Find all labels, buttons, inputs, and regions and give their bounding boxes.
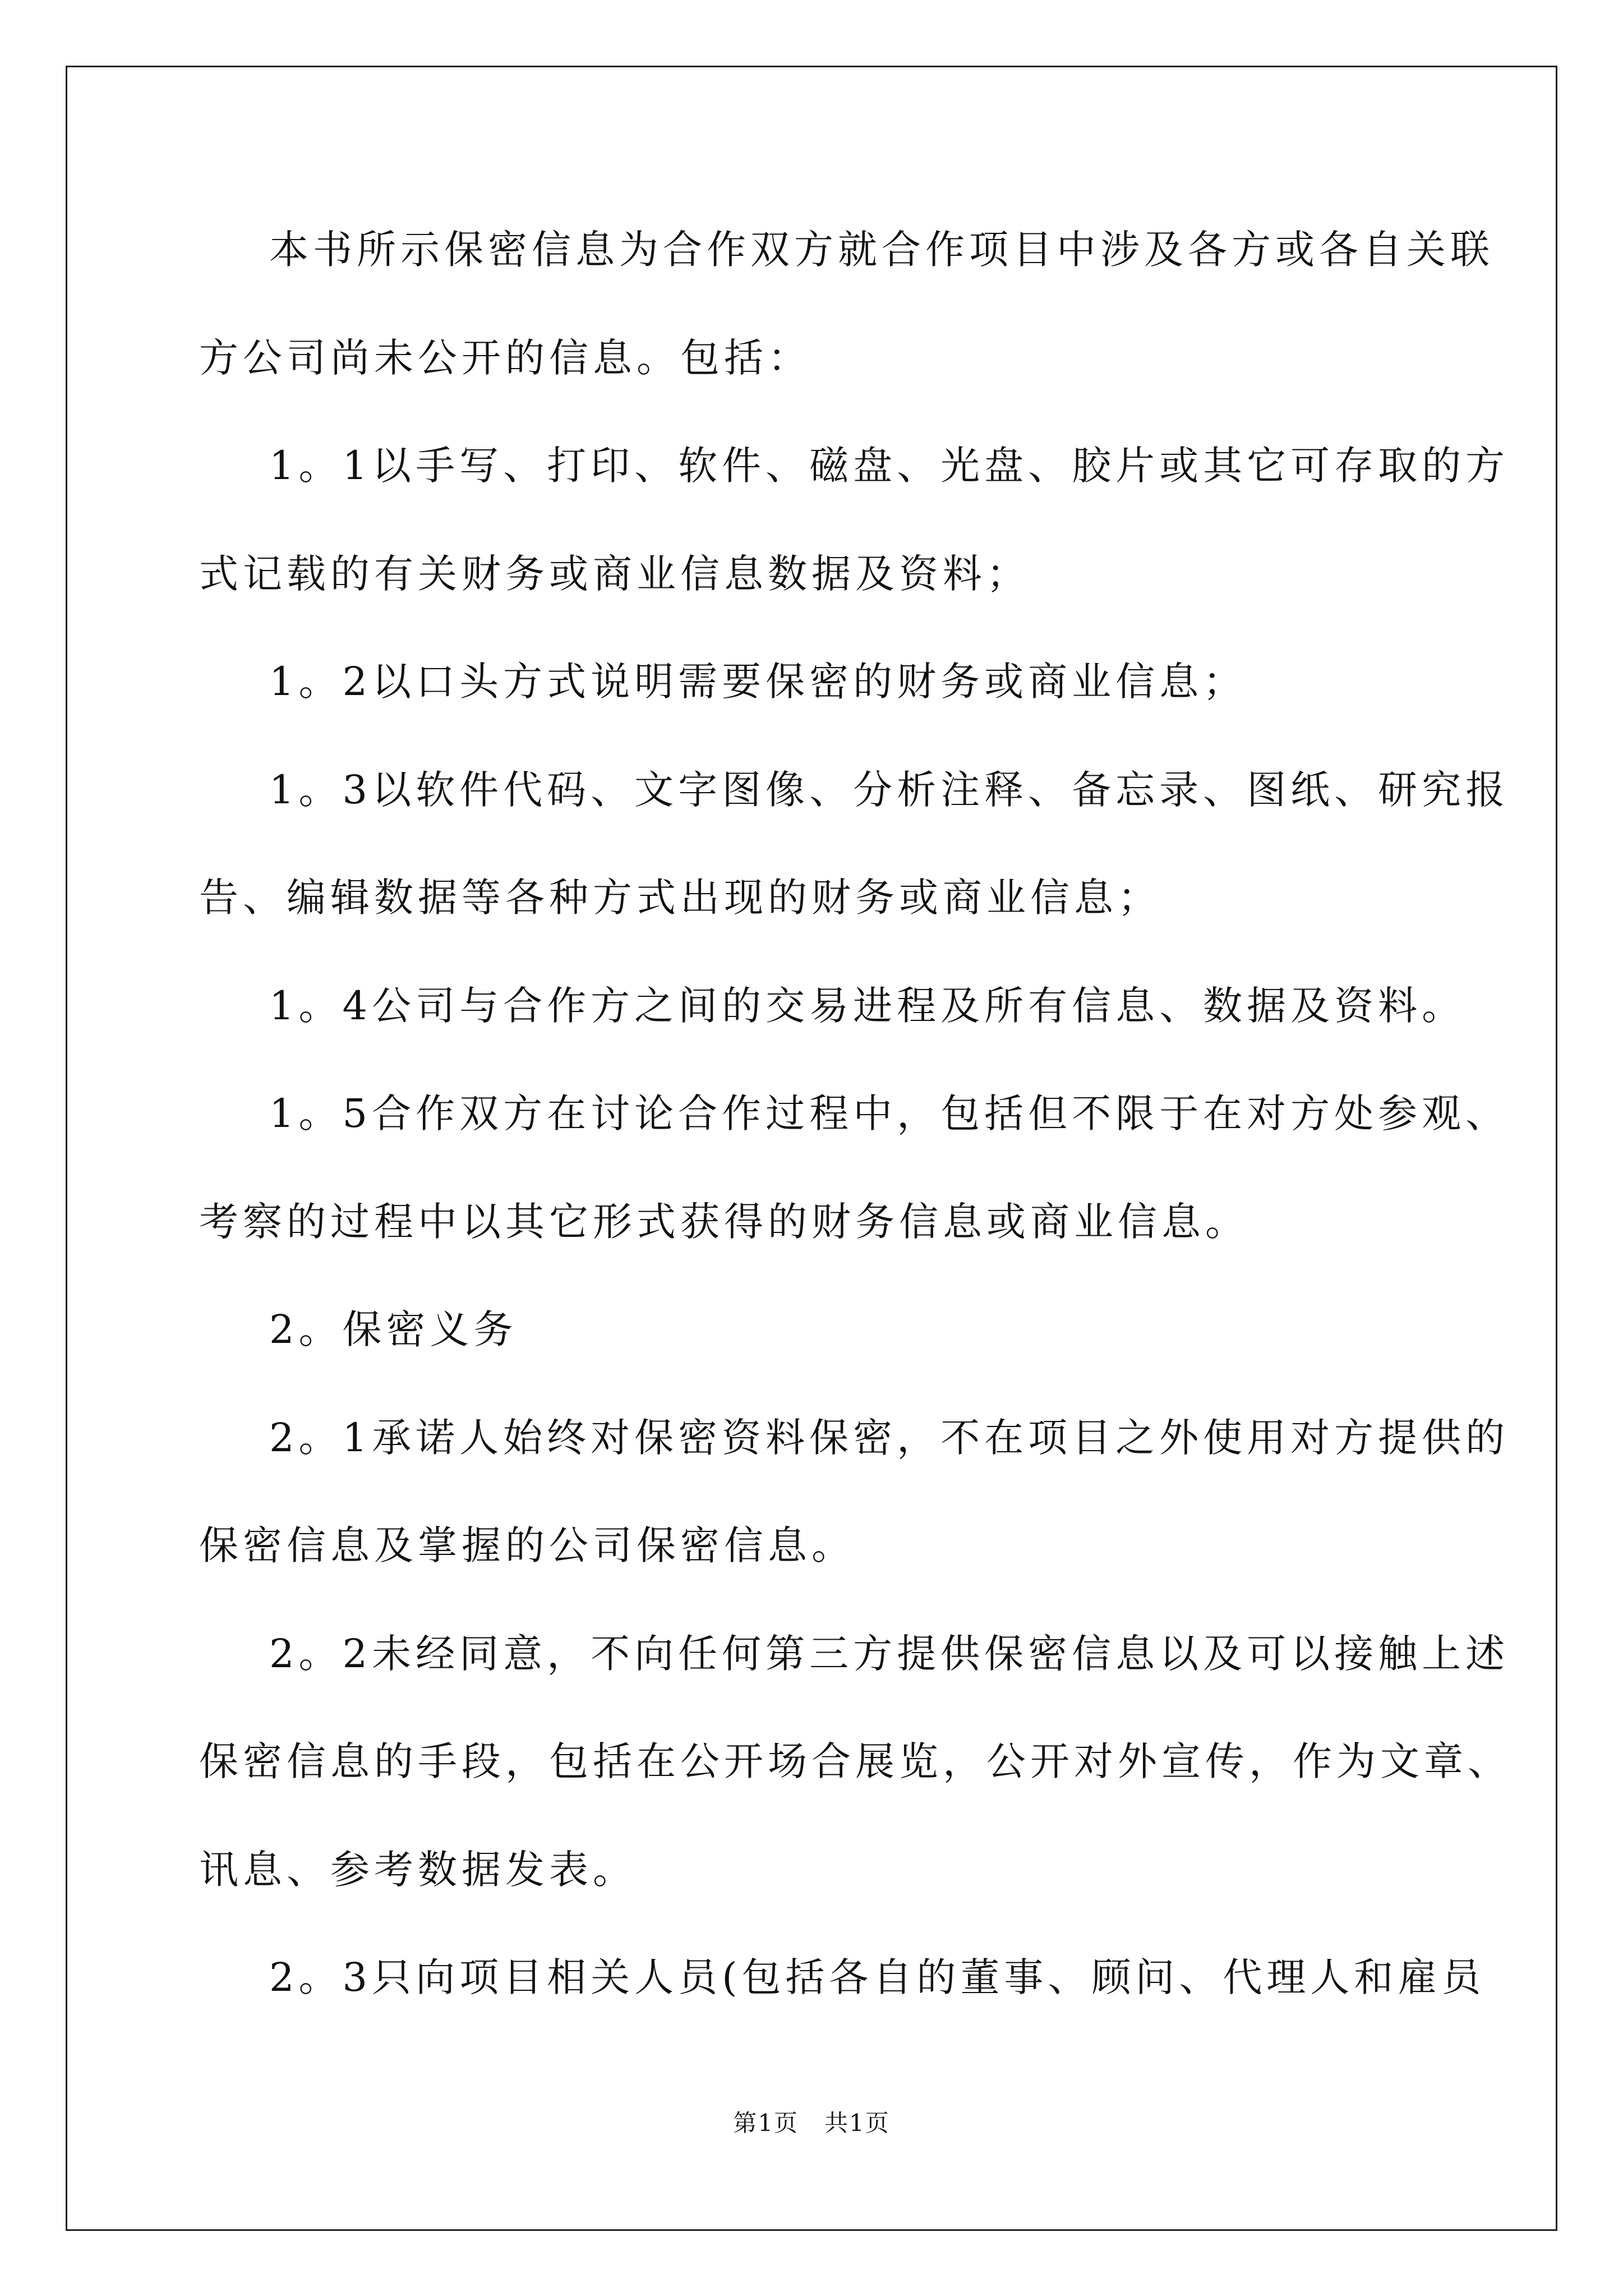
text-line: 式记载的有关财务或商业信息数据及资料； bbox=[199, 551, 1030, 597]
text-line: 2。1承诺人始终对保密资料保密，不在项目之外使用对方提供的 bbox=[269, 1415, 1510, 1461]
text-line: 讯息、参考数据发表。 bbox=[199, 1847, 637, 1893]
text-line: 告、编辑数据等各种方式出现的财务或商业信息； bbox=[199, 875, 1161, 921]
text-line: 2。3只向项目相关人员(包括各自的董事、顾问、代理人和雇员 bbox=[269, 1954, 1486, 2000]
text-line: 1。5合作双方在讨论合作过程中，包括但不限于在对方处参观、 bbox=[269, 1091, 1510, 1137]
text-line: 2。2未经同意，不向任何第三方提供保密信息以及可以接触上述 bbox=[269, 1631, 1510, 1677]
text-line: 2。保密义务 bbox=[269, 1306, 518, 1352]
text-line: 1。3以软件代码、文字图像、分析注释、备忘录、图纸、研究报 bbox=[269, 767, 1510, 813]
text-line: 本书所示保密信息为合作双方就合作项目中涉及各方或各自关联 bbox=[269, 227, 1494, 273]
text-line: 1。2以口头方式说明需要保密的财务或商业信息； bbox=[269, 659, 1247, 705]
text-line: 保密信息的手段，包括在公开场合展览，公开对外宣传，作为文章、 bbox=[199, 1738, 1511, 1784]
page-footer: 第1页 共1页 bbox=[733, 2109, 890, 2137]
text-line: 保密信息及掌握的公司保密信息。 bbox=[199, 1522, 855, 1568]
text-line: 考察的过程中以其它形式获得的财务信息或商业信息。 bbox=[199, 1199, 1249, 1245]
text-line: 1。4公司与合作方之间的交易进程及所有信息、数据及资料。 bbox=[269, 983, 1466, 1029]
page-border bbox=[66, 66, 1557, 2231]
text-line: 方公司尚未公开的信息。包括： bbox=[199, 335, 811, 381]
text-line: 1。1以手写、打印、软件、磁盘、光盘、胶片或其它可存取的方 bbox=[269, 443, 1510, 489]
